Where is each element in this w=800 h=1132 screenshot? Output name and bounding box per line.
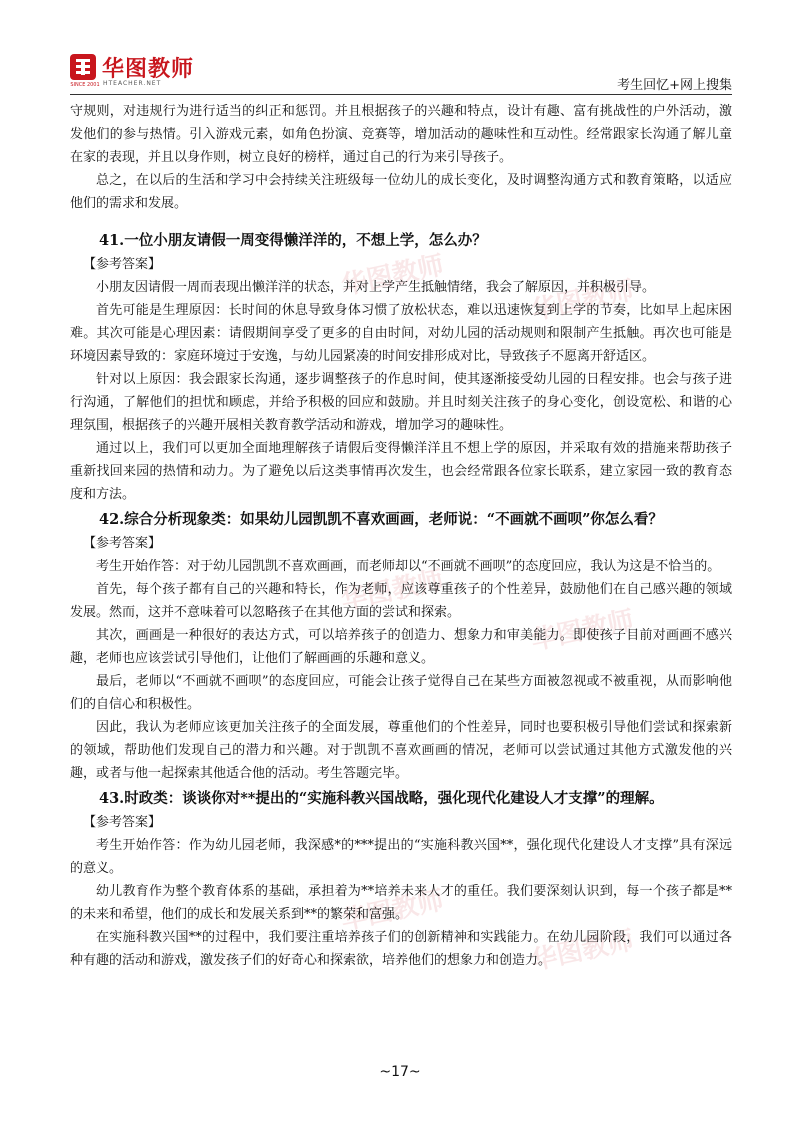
paragraph: 首先可能是生理原因：长时间的休息导致身体习惯了放松状态，难以迅速恢复到上学的节奏，比如早上起床困难。其次可能是心理因素：请假期间享受了更多的自由时间，对幼儿园的活动规则和限制产生抵触。再次也可能是环境因素导致的：家庭环境过于安逸，与幼儿园紧凑的时间安排形成对比，导致孩子不愿离开舒适区。 — [70, 303, 732, 364]
paragraph: 在实施科教兴国**的过程中，我们要注重培养孩子们的创新精神和实践能力。在幼儿园阶段，我们可以通过各种有趣的活动和游戏，激发孩子们的好奇心和探索欲，培养他们的想象力和创造力。 — [70, 930, 732, 968]
question-41-heading: 41.一位小朋友请假一周变得懒洋洋的，不想上学，怎么办？ — [99, 232, 487, 249]
logo-name: 华图教师 — [102, 57, 195, 82]
reference-answer-label: 【参考答案】 — [83, 257, 162, 272]
paragraph: 总之，在以后的生活和学习中会持续关注班级每一位幼儿的成长变化，及时调整沟通方式和教育策略，以适应他们的需求和发展。 — [70, 173, 732, 211]
paragraph: 最后，老师以“不画就不画呗”的态度回应，可能会让孩子觉得自己在某些方面被忽视或不被重视，从而影响他们的自信心和积极性。 — [70, 674, 732, 712]
reference-answer-label: 【参考答案】 — [83, 815, 162, 830]
paragraph: 幼儿教育作为整个教育体系的基础，承担着为**培养未来人才的重任。我们要深刻认识到，每一个孩子都是**的未来和希望，他们的成长和发展关系到**的繁荣和富强。 — [70, 884, 732, 922]
document-body — [70, 100, 732, 972]
watermark-logo: 华图教师 — [338, 885, 447, 937]
reference-answer-label: 【参考答案】 — [83, 536, 162, 551]
watermark-logo: 华图教师 — [528, 275, 637, 327]
paragraph: 首先，每个孩子都有自己的兴趣和特长，作为老师，应该尊重孩子的个性差异，鼓励他们在自己感兴趣的领域发展。然而，这并不意味着可以忽略孩子在其他方面的尝试和探索。 — [70, 582, 732, 620]
logo-sub: HTEACHER.NET — [103, 80, 162, 87]
header-source-note: 考生回忆+网上搜集 — [617, 78, 732, 93]
paragraph: 考生开始作答：作为幼儿园老师，我深感*的***提出的“实施科教兴国**，强化现代化建设人才支撑”具有深远的意义。 — [70, 838, 732, 876]
paragraph: 守规则，对违规行为进行适当的纠正和惩罚。并且根据孩子的兴趣和特点，设计有趣、富有挑战性的户外活动，激发他们的参与热情。引入游戏元素，如角色扮演、竞赛等，增加活动的趣味性和互动性。经常跟家长沟通了解儿童在家的表现，并且以身作则，树立良好的榜样，通过自己的行为来引导孩子。 — [70, 104, 732, 165]
page-number: ~17~ — [379, 1064, 421, 1080]
question-43-heading: 43.时政类：谈谈你对**提出的“实施科教兴国战略，强化现代化建设人才支撑”的理解。 — [99, 790, 664, 807]
paragraph: 因此，我认为老师应该更加关注孩子的全面发展，尊重他们的个性差异，同时也要积极引导他们尝试和探索新的领域，帮助他们发现自己的潜力和兴趣。对于凯凯不喜欢画画的情况，老师可以尝试通过其他方式激发他的兴趣，或者与他一起探索其他适合他的活动。考生答题完毕。 — [70, 720, 732, 781]
paragraph: 考生开始作答：对于幼儿园凯凯不喜欢画画，而老师却以“不画就不画呗”的态度回应，我认为这是不恰当的。 — [96, 559, 721, 574]
page-header — [70, 52, 732, 95]
paragraph: 针对以上原因：我会跟家长沟通，逐步调整孩子的作息时间，使其逐渐接受幼儿园的日程安排。也会与孩子进行沟通，了解他们的担忧和顾虑，并给予积极的回应和鼓励。并且时刻关注孩子的身心变化，创设宽松、和谐的心理氛围，根据孩子的兴趣开展相关教育教学活动和游戏，增加学习的趣味性。 — [70, 372, 732, 433]
logo-since: SINCE 2001 — [70, 82, 100, 88]
watermark-logo: 华图教师 — [528, 605, 637, 657]
watermark-logo: 华图教师 — [528, 925, 637, 977]
paragraph: 其次，画画是一种很好的表达方式，可以培养孩子的创造力、想象力和审美能力。即使孩子目前对画画不感兴趣，老师也应该尝试引导他们，让他们了解画画的乐趣和意义。 — [70, 628, 732, 666]
watermark-logo: 华图教师 — [338, 565, 447, 617]
paragraph: 通过以上，我们可以更加全面地理解孩子请假后变得懒洋洋且不想上学的原因，并采取有效的措施来帮助孩子重新找回来园的热情和动力。为了避免以后这类事情再次发生，也会经常跟各位家长联系，建立家园一致的教育态度和方法。 — [70, 441, 732, 502]
brand-logo-icon — [70, 54, 96, 80]
question-42-heading: 42.综合分析现象类：如果幼儿园凯凯不喜欢画画，老师说：“不画就不画呗”你怎么看？ — [99, 511, 663, 528]
watermark-logo: 华图教师 — [338, 250, 447, 302]
paragraph: 小朋友因请假一周而表现出懒洋洋的状态，并对上学产生抵触情绪，我会了解原因，并积极引导。 — [96, 280, 656, 295]
